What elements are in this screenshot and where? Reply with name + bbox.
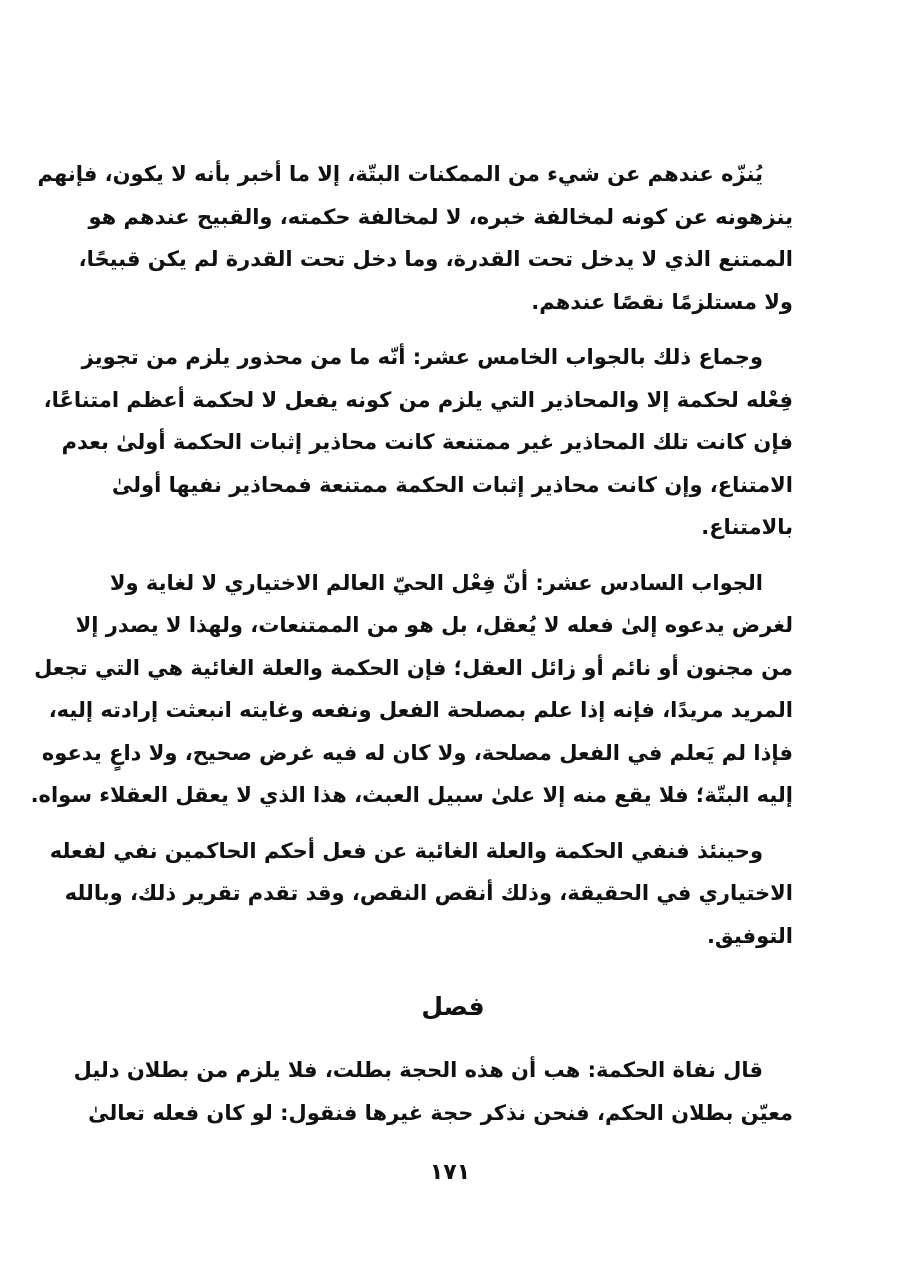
section-heading: فصل [421,992,485,1021]
text-line: لغرض يدعوه إلىٰ فعله لا يُعقل، بل هو من الممتنعات، ولهذا لا يصدر إلا [75,613,793,637]
text-line: الجواب السادس عشر: أنّ فِعْل الحيّ العالم الاختياري لا لغاية ولا [109,570,763,595]
text-line: ولا مستلزمًا نقصًا عندهم. [531,289,793,314]
text-line: فِعْله لحكمة إلا والمحاذير التي يلزم من كونه يفعل لا لحكمة أعظم امتناعًا، [43,387,793,412]
text-line: وحينئذ فنفي الحكمة والعلة الغائية عن فعل أحكم الحاكمين نفي لفعله [49,838,763,863]
text-line: فإن كانت تلك المحاذير غير ممتنعة كانت محاذير إثبات الحكمة أولىٰ بعدم [61,430,793,454]
text-line: وجماع ذلك بالجواب الخامس عشر: أنّه ما من محذور يلزم من تجويز [81,345,763,369]
text-line: إليه البتّة؛ فلا يقع منه إلا علىٰ سبيل العبث، هذا الذي لا يعقل العقلاء سواه. [30,783,793,807]
text-line: المريد مريدًا، فإنه إذا علم بمصلحة الفعل ونفعه وغايته انبعثت إرادته إليه، [48,698,793,722]
paragraph [49,830,793,958]
paragraph [37,153,793,323]
page-number: ١٧١ [429,1160,471,1185]
text-line: من مجنون أو نائم أو زائل العقل؛ فإن الحكمة والعلة الغائية هي التي تجعل [34,655,793,680]
paragraph [30,562,793,817]
text-line: الامتناع، وإن كانت محاذير إثبات الحكمة ممتنعة فمحاذير نفيها أولىٰ [111,472,793,497]
text-line: بالامتناع. [701,515,793,539]
text-line: التوفيق. [706,923,793,948]
text-line: معيّن بطلان الحكم، فنحن نذكر حجة غيرها فنقول: لو كان فعله تعالىٰ [88,1100,793,1125]
text-line: قال نفاة الحكمة: هب أن هذه الحجة بطلت، فلا يلزم من بطلان دليل [73,1058,763,1082]
paragraph [73,1049,793,1134]
text-line: الممتنع الذي لا يدخل تحت القدرة، وما دخل تحت القدرة لم يكن قبيحًا، [78,247,793,271]
paragraph [43,336,793,549]
text-line: الاختياري في الحقيقة، وذلك أنقص النقص، وقد تقدم تقرير ذلك، وبالله [64,881,793,905]
text-line: ينزهونه عن كونه لمخالفة خبره، لا لمخالفة حكمته، والقبيح عندهم هو [88,204,793,229]
text-line: فإذا لم يَعلم في الفعل مصلحة، ولا كان له فيه غرض صحيح، ولا داعٍ يدعوه [41,740,793,765]
text-line: يُنزّه عندهم عن شيء من الممكنات البتّة، إلا ما أخبر بأنه لا يكون، فإنهم [37,162,763,186]
page-body [30,153,793,1147]
